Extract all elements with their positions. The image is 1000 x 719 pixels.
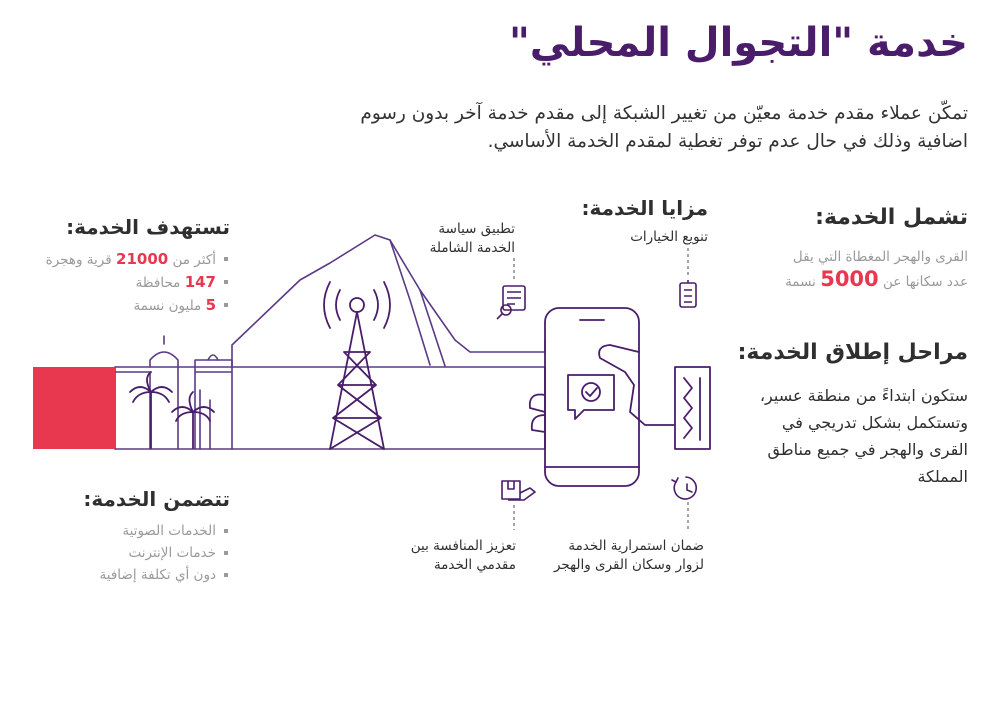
- covers-unit: نسمة: [785, 274, 816, 290]
- targets-list: [46, 248, 230, 317]
- feature-item-2: تطبيق سياسة الخدمة الشاملة: [429, 221, 515, 256]
- target-item-2-suffix: محافظة: [135, 275, 181, 291]
- target-item-3: [46, 294, 230, 317]
- box-hand-icon: [502, 481, 535, 500]
- target-item-1-prefix: أكثر من: [172, 252, 216, 268]
- feature-item-1: تنويع الخيارات: [630, 229, 708, 245]
- cell-tower-icon: [324, 282, 390, 449]
- target-item-3-number: 5: [205, 296, 216, 314]
- covers-text: [738, 246, 968, 293]
- includes-heading: تتضمن الخدمة:: [83, 487, 230, 511]
- smartphone-icon: [545, 308, 639, 486]
- document-search-icon: [497, 286, 525, 319]
- feature-item-3: ضمان استمرارية الخدمة لزوار وسكان القرى والهجر: [553, 538, 704, 573]
- phases-heading: مراحل إطلاق الخدمة:: [737, 340, 968, 365]
- covers-line2: [738, 268, 968, 293]
- includes-list: [100, 520, 230, 586]
- target-item-1: [46, 248, 230, 271]
- include-item-2: خدمات الإنترنت: [100, 542, 230, 564]
- phases-text: ستكون ابتداءً من منطقة عسير، وتستكمل بشكل تدريجي في القرى والهجر في جميع مناطق المملكة: [759, 386, 968, 486]
- target-item-2: [46, 271, 230, 294]
- covers-line2-prefix: عدد سكانها عن: [882, 274, 968, 290]
- covers-number: 5000: [820, 267, 879, 291]
- hand: [599, 345, 710, 449]
- chat-check-icon: [568, 375, 614, 419]
- palm-tree-icon: [130, 372, 214, 448]
- targets-heading: تستهدف الخدمة:: [66, 215, 230, 239]
- red-accent-block: [33, 367, 115, 449]
- intro-text: تمكّن عملاء مقدم خدمة معيّن من تغيير الشبكة إلى مقدم خدمة آخر بدون رسوم اضافية وذلك في حال عدم توفر تغطية لمقدم الخدمة الأساسي.: [360, 103, 968, 152]
- page-title: خدمة "التجوال المحلي": [508, 20, 968, 66]
- history-clock-icon: [672, 477, 696, 499]
- include-item-3: دون أي تكلفة إضافية: [100, 564, 230, 586]
- target-item-2-number: 147: [184, 273, 216, 291]
- target-item-1-number: 21000: [116, 250, 169, 268]
- features-heading: مزايا الخدمة:: [581, 196, 708, 220]
- checklist-icon: [680, 280, 696, 307]
- covers-line1: القرى والهجر المغطاة التي يقل: [792, 249, 968, 265]
- target-item-3-suffix: مليون نسمة: [133, 298, 202, 314]
- target-item-1-suffix: قرية وهجرة: [45, 252, 112, 268]
- covers-heading: تشمل الخدمة:: [815, 205, 968, 230]
- feature-item-4: تعزيز المنافسة بين مقدمي الخدمة: [410, 538, 516, 573]
- include-item-1: الخدمات الصوتية: [100, 520, 230, 542]
